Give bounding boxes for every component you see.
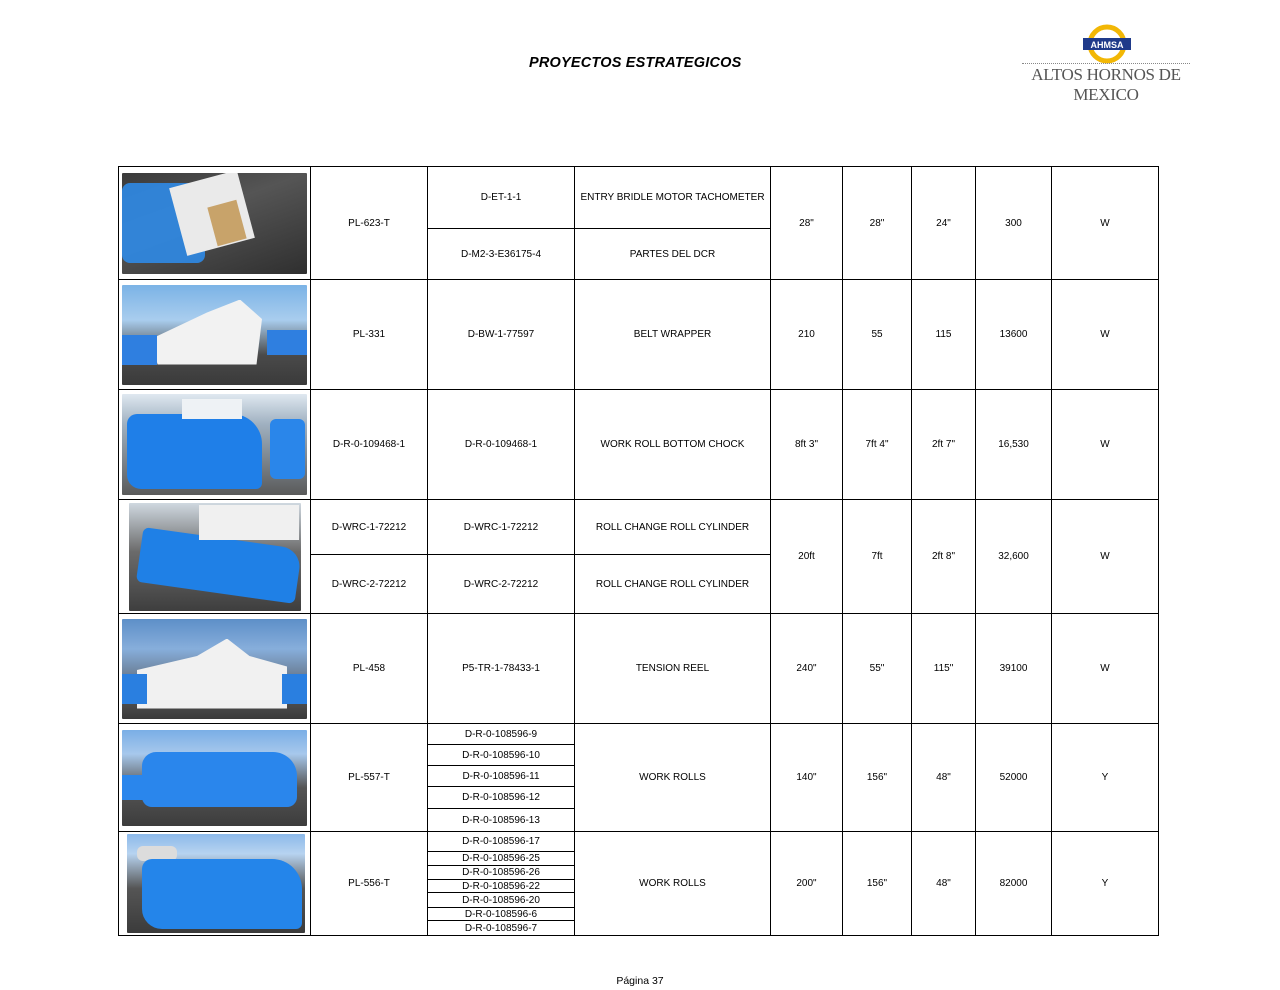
company-logo [1020, 24, 1192, 104]
length-cell: 28" [771, 167, 843, 280]
pl-cell: D-WRC-2-72212 [311, 555, 428, 614]
weight-cell: 300 [976, 167, 1052, 280]
weight-cell: 52000 [976, 724, 1052, 832]
logo-emblem-icon [1020, 24, 1192, 64]
row-photo [119, 832, 311, 936]
weight-cell: 16,530 [976, 390, 1052, 500]
code-cell: D-M2-3-E36175-4 [428, 229, 575, 280]
code-cell: D-R-0-108596-17 [428, 832, 575, 852]
logo-divider [1022, 63, 1190, 64]
code-cell: D-R-0-108596-12 [428, 787, 575, 809]
pl-cell: PL-458 [311, 614, 428, 724]
logo-badge: AHMSA [1090, 40, 1124, 50]
height-cell: 115 [912, 280, 976, 390]
code-cell: D-R-0-108596-6 [428, 907, 575, 921]
height-cell: 48" [912, 832, 976, 936]
table-row [119, 280, 1159, 390]
code-cell: D-R-0-108596-9 [428, 724, 575, 745]
code-cell: D-R-0-108596-10 [428, 745, 575, 766]
code-cell: D-WRC-2-72212 [428, 555, 575, 614]
desc-cell: ROLL CHANGE ROLL CYLINDER [575, 555, 771, 614]
row-photo [119, 390, 311, 500]
desc-cell: ENTRY BRIDLE MOTOR TACHOMETER [575, 167, 771, 229]
weight-cell: 32,600 [976, 500, 1052, 614]
row-photo [119, 280, 311, 390]
length-cell: 210 [771, 280, 843, 390]
code-cell: D-R-0-108596-25 [428, 851, 575, 866]
desc-cell: WORK ROLLS [575, 724, 771, 832]
row-photo [119, 724, 311, 832]
height-cell: 2ft 8" [912, 500, 976, 614]
type-cell: Y [1052, 832, 1159, 936]
type-cell: W [1052, 500, 1159, 614]
code-cell: D-R-0-108596-22 [428, 879, 575, 893]
height-cell: 48" [912, 724, 976, 832]
type-cell: W [1052, 167, 1159, 280]
table-row [119, 390, 1159, 500]
width-cell: 55 [843, 280, 912, 390]
row-photo [119, 500, 311, 614]
height-cell: 24" [912, 167, 976, 280]
length-cell: 20ft [771, 500, 843, 614]
desc-cell: BELT WRAPPER [575, 280, 771, 390]
type-cell: W [1052, 614, 1159, 724]
page-number: Página 37 [616, 975, 664, 987]
code-cell: D-ET-1-1 [428, 167, 575, 229]
code-cell: D-R-0-108596-26 [428, 866, 575, 880]
pl-cell: PL-623-T [311, 167, 428, 280]
weight-cell: 39100 [976, 614, 1052, 724]
desc-cell: TENSION REEL [575, 614, 771, 724]
width-cell: 7ft [843, 500, 912, 614]
width-cell: 156" [843, 724, 912, 832]
page-title: PROYECTOS ESTRATEGICOS [529, 55, 742, 71]
desc-cell: PARTES DEL DCR [575, 229, 771, 280]
type-cell: Y [1052, 724, 1159, 832]
length-cell: 240" [771, 614, 843, 724]
code-cell: D-R-0-108596-13 [428, 809, 575, 832]
length-cell: 200" [771, 832, 843, 936]
desc-cell: WORK ROLLS [575, 832, 771, 936]
desc-cell: WORK ROLL BOTTOM CHOCK [575, 390, 771, 500]
weight-cell: 13600 [976, 280, 1052, 390]
table-row [119, 614, 1159, 724]
type-cell: W [1052, 280, 1159, 390]
length-cell: 140" [771, 724, 843, 832]
desc-cell: ROLL CHANGE ROLL CYLINDER [575, 500, 771, 555]
code-cell: D-WRC-1-72212 [428, 500, 575, 555]
code-cell: D-R-0-108596-20 [428, 893, 575, 908]
logo-text: ALTOS HORNOS DE MEXICO [1031, 65, 1181, 104]
pl-cell: PL-331 [311, 280, 428, 390]
projects-table [118, 166, 1159, 936]
width-cell: 156" [843, 832, 912, 936]
width-cell: 55" [843, 614, 912, 724]
height-cell: 2ft 7" [912, 390, 976, 500]
pl-cell: D-R-0-109468-1 [311, 390, 428, 500]
pl-cell: D-WRC-1-72212 [311, 500, 428, 555]
table-row [119, 724, 1159, 745]
length-cell: 8ft 3" [771, 390, 843, 500]
width-cell: 7ft 4" [843, 390, 912, 500]
code-cell: D-R-0-109468-1 [428, 390, 575, 500]
code-cell: P5-TR-1-78433-1 [428, 614, 575, 724]
type-cell: W [1052, 390, 1159, 500]
row-photo [119, 614, 311, 724]
pl-cell: PL-557-T [311, 724, 428, 832]
table-row [119, 167, 1159, 229]
code-cell: D-BW-1-77597 [428, 280, 575, 390]
height-cell: 115" [912, 614, 976, 724]
width-cell: 28" [843, 167, 912, 280]
pl-cell: PL-556-T [311, 832, 428, 936]
row-photo [119, 167, 311, 280]
weight-cell: 82000 [976, 832, 1052, 936]
table-row [119, 832, 1159, 852]
code-cell: D-R-0-108596-7 [428, 921, 575, 936]
code-cell: D-R-0-108596-11 [428, 766, 575, 787]
table-row [119, 500, 1159, 555]
